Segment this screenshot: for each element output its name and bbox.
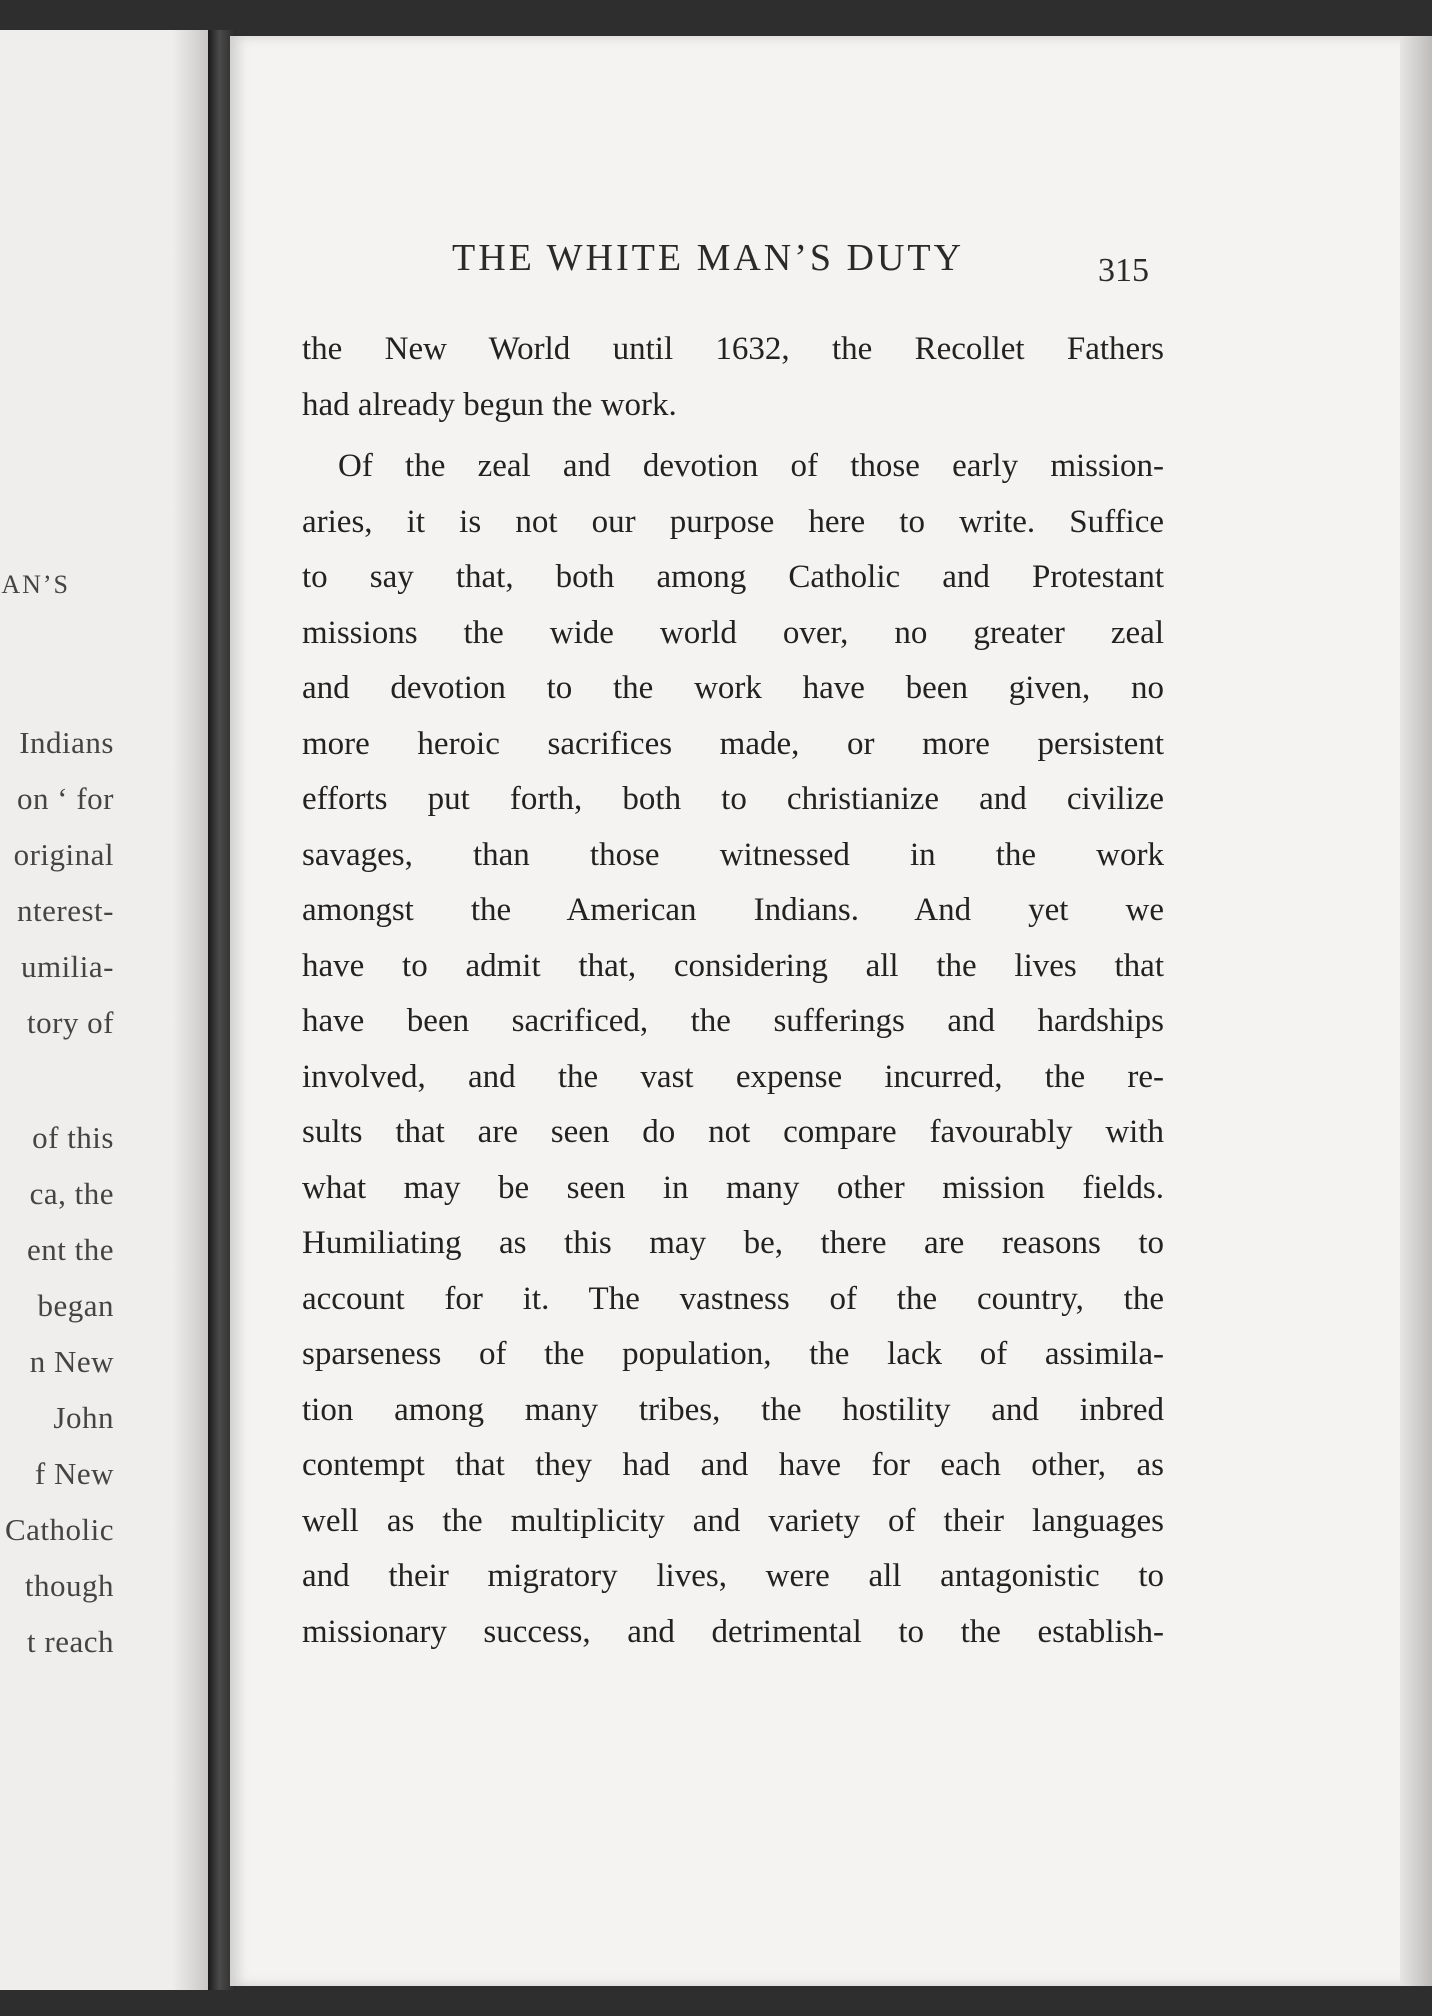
- left-line-fragment: n New: [29, 1344, 114, 1379]
- text-line: had already begun the work.: [302, 386, 677, 423]
- left-line-fragment: ent the: [27, 1232, 114, 1267]
- text-line: the New World until 1632, the Recollet Fathers: [302, 331, 1164, 367]
- left-line-fragment: on ‘ for: [17, 781, 114, 816]
- page-number: 315: [1098, 252, 1149, 289]
- text-line: missionary success, and detrimental to the establish-: [302, 1613, 1164, 1650]
- text-line: missions the wide world over, no greater zeal: [302, 614, 1164, 651]
- text-line: and their migratory lives, were all antagonistic to: [302, 1558, 1164, 1594]
- left-line-fragment: ca, the: [29, 1176, 114, 1211]
- left-line-fragment: Catholic: [4, 1512, 114, 1547]
- left-line-fragment: of this: [32, 1120, 114, 1155]
- left-facing-page: [0, 30, 212, 1990]
- text-line: efforts put forth, both to christianize and civilize: [302, 781, 1164, 817]
- right-page-edge: [1400, 36, 1432, 1986]
- text-line: involved, and the vast expense incurred, the re-: [302, 1058, 1164, 1095]
- left-line-fragment: f New: [34, 1456, 114, 1491]
- left-line-fragment: nterest-: [17, 893, 114, 928]
- left-line-fragment: t reach: [27, 1624, 114, 1659]
- left-line-fragment: tory of: [26, 1005, 114, 1040]
- text-line: account for it. The vastness of the country, the: [302, 1280, 1164, 1317]
- running-head: THE WHITE MAN’S DUTY: [452, 237, 965, 279]
- text-line: tion among many tribes, the hostility and inbred: [302, 1391, 1164, 1428]
- left-page-heading-fragment: AN’S: [1, 570, 70, 599]
- text-line: have to admit that, considering all the lives that: [302, 947, 1164, 984]
- text-line: and devotion to the work have been given, no: [302, 670, 1164, 706]
- left-line-fragment: though: [24, 1568, 114, 1603]
- text-line: have been sacrificed, the sufferings and hardships: [302, 1003, 1164, 1039]
- text-line: savages, than those witnessed in the work: [302, 836, 1164, 873]
- left-line-fragment: John: [53, 1400, 114, 1435]
- text-line: sults that are seen do not compare favourably with: [302, 1114, 1164, 1150]
- text-line: more heroic sacrifices made, or more persistent: [302, 725, 1164, 762]
- left-line-fragment: began: [37, 1288, 114, 1323]
- text-line: Humiliating as this may be, there are reasons to: [302, 1225, 1164, 1261]
- text-line: to say that, both among Catholic and Protestant: [302, 559, 1164, 595]
- text-line: aries, it is not our purpose here to write. Suffice: [302, 503, 1164, 540]
- text-line: contempt that they had and have for each other, as: [302, 1447, 1164, 1483]
- body-text: [302, 322, 1164, 1660]
- text-line: what may be seen in many other mission fields.: [302, 1169, 1164, 1206]
- left-line-fragment: original: [13, 837, 114, 872]
- text-line: sparseness of the population, the lack of assimila-: [302, 1336, 1164, 1372]
- text-line: Of the zeal and devotion of those early mission-: [338, 448, 1164, 484]
- text-line: well as the multiplicity and variety of their languages: [302, 1502, 1164, 1539]
- left-line-fragment: umilia-: [20, 949, 114, 984]
- text-line: amongst the American Indians. And yet we: [302, 892, 1164, 928]
- left-line-fragment: Indians: [19, 725, 114, 760]
- page-curve-shadow: [172, 30, 212, 1990]
